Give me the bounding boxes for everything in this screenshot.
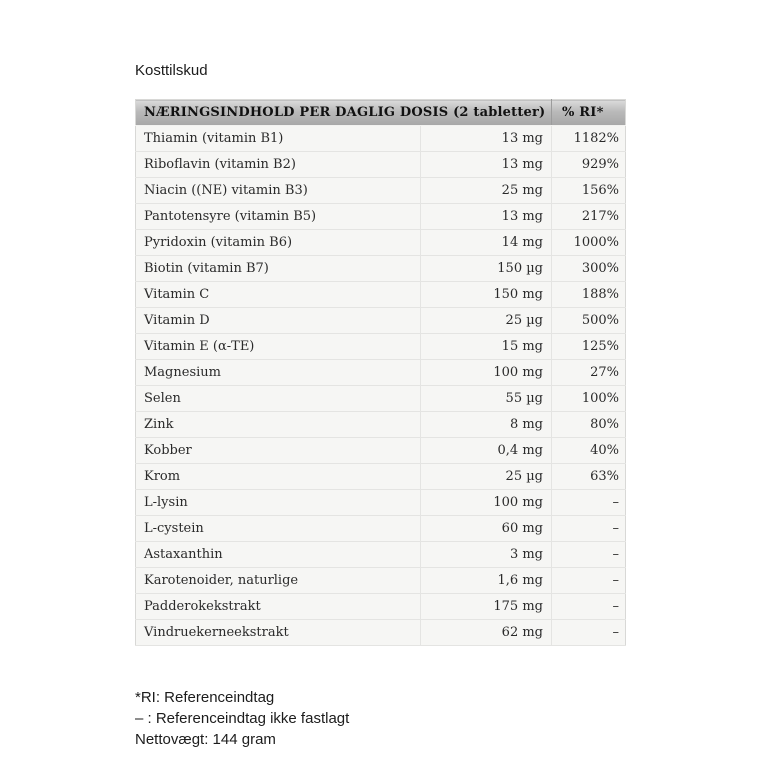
table-row bbox=[136, 386, 626, 412]
nutrient-ri: – bbox=[552, 620, 626, 646]
footnotes bbox=[135, 687, 349, 750]
table-row bbox=[136, 152, 626, 178]
nutrient-name: Magnesium bbox=[136, 360, 421, 386]
nutrient-ri: – bbox=[552, 490, 626, 516]
nutrient-name: Zink bbox=[136, 412, 421, 438]
nutrient-amount: 150 µg bbox=[421, 256, 552, 282]
table-header-main: NÆRINGSINDHOLD PER DAGLIG DOSIS (2 tabletter) bbox=[136, 100, 552, 126]
table-row bbox=[136, 360, 626, 386]
nutrient-ri: 100% bbox=[552, 386, 626, 412]
nutrient-name: Thiamin (vitamin B1) bbox=[136, 126, 421, 152]
nutrient-amount: 60 mg bbox=[421, 516, 552, 542]
table-row bbox=[136, 464, 626, 490]
nutrient-ri: 80% bbox=[552, 412, 626, 438]
table-row bbox=[136, 412, 626, 438]
table-header-row bbox=[136, 100, 626, 126]
nutrient-name: Astaxanthin bbox=[136, 542, 421, 568]
nutrient-ri: 40% bbox=[552, 438, 626, 464]
nutrient-name: Vitamin C bbox=[136, 282, 421, 308]
nutrient-name: Vindruekerneekstrakt bbox=[136, 620, 421, 646]
table-row bbox=[136, 516, 626, 542]
nutrient-amount: 8 mg bbox=[421, 412, 552, 438]
table-header-ri: % RI* bbox=[552, 100, 626, 126]
nutrient-amount: 13 mg bbox=[421, 204, 552, 230]
nutrient-ri: – bbox=[552, 568, 626, 594]
table-row bbox=[136, 204, 626, 230]
table-row bbox=[136, 620, 626, 646]
table-row bbox=[136, 282, 626, 308]
nutrient-name: Karotenoider, naturlige bbox=[136, 568, 421, 594]
nutrient-ri: – bbox=[552, 516, 626, 542]
table-row bbox=[136, 438, 626, 464]
nutrient-name: L-lysin bbox=[136, 490, 421, 516]
table-row bbox=[136, 490, 626, 516]
nutrient-name: Vitamin D bbox=[136, 308, 421, 334]
nutrient-amount: 0,4 mg bbox=[421, 438, 552, 464]
nutrient-ri: 217% bbox=[552, 204, 626, 230]
nutrient-name: Selen bbox=[136, 386, 421, 412]
nutrient-ri: – bbox=[552, 542, 626, 568]
nutrient-ri: 125% bbox=[552, 334, 626, 360]
nutrient-amount: 150 mg bbox=[421, 282, 552, 308]
nutrient-amount: 3 mg bbox=[421, 542, 552, 568]
nutrient-amount: 13 mg bbox=[421, 126, 552, 152]
nutrient-name: Riboflavin (vitamin B2) bbox=[136, 152, 421, 178]
nutrient-amount: 55 µg bbox=[421, 386, 552, 412]
table-body bbox=[136, 126, 626, 646]
nutrient-ri: 500% bbox=[552, 308, 626, 334]
table-row bbox=[136, 178, 626, 204]
nutrient-name: Niacin ((NE) vitamin B3) bbox=[136, 178, 421, 204]
nutrient-ri: 929% bbox=[552, 152, 626, 178]
table-row bbox=[136, 256, 626, 282]
page-title: Kosttilskud bbox=[135, 62, 208, 79]
nutrient-amount: 15 mg bbox=[421, 334, 552, 360]
footnote-dash-definition: – : Referenceindtag ikke fastlagt bbox=[135, 710, 350, 727]
nutrient-amount: 100 mg bbox=[421, 490, 552, 516]
table-header bbox=[136, 100, 626, 126]
nutrient-name: Krom bbox=[136, 464, 421, 490]
table-row bbox=[136, 568, 626, 594]
footnote-net-weight: Nettovægt: 144 gram bbox=[135, 731, 276, 748]
nutrient-name: Vitamin E (α-TE) bbox=[136, 334, 421, 360]
nutrient-name: Pyridoxin (vitamin B6) bbox=[136, 230, 421, 256]
table-row bbox=[136, 542, 626, 568]
nutrient-amount: 62 mg bbox=[421, 620, 552, 646]
nutrient-name: Pantotensyre (vitamin B5) bbox=[136, 204, 421, 230]
nutrient-amount: 25 µg bbox=[421, 308, 552, 334]
nutrient-amount: 25 mg bbox=[421, 178, 552, 204]
nutrient-ri: 1182% bbox=[552, 126, 626, 152]
nutrient-amount: 14 mg bbox=[421, 230, 552, 256]
table-row bbox=[136, 334, 626, 360]
nutrient-amount: 25 µg bbox=[421, 464, 552, 490]
nutrient-ri: 1000% bbox=[552, 230, 626, 256]
table-row bbox=[136, 308, 626, 334]
nutrient-ri: – bbox=[552, 594, 626, 620]
nutrient-amount: 100 mg bbox=[421, 360, 552, 386]
nutrient-ri: 63% bbox=[552, 464, 626, 490]
nutrient-name: Padderokekstrakt bbox=[136, 594, 421, 620]
nutrient-ri: 300% bbox=[552, 256, 626, 282]
table-row bbox=[136, 126, 626, 152]
nutrient-amount: 1,6 mg bbox=[421, 568, 552, 594]
table-row bbox=[136, 594, 626, 620]
table-row bbox=[136, 230, 626, 256]
nutrient-name: Kobber bbox=[136, 438, 421, 464]
nutrient-amount: 13 mg bbox=[421, 152, 552, 178]
nutrient-name: Biotin (vitamin B7) bbox=[136, 256, 421, 282]
nutrient-ri: 156% bbox=[552, 178, 626, 204]
nutrition-table bbox=[135, 99, 626, 646]
nutrient-ri: 27% bbox=[552, 360, 626, 386]
footnote-ri-definition: *RI: Referenceindtag bbox=[135, 689, 275, 706]
nutrient-name: L-cystein bbox=[136, 516, 421, 542]
nutrient-amount: 175 mg bbox=[421, 594, 552, 620]
nutrient-ri: 188% bbox=[552, 282, 626, 308]
